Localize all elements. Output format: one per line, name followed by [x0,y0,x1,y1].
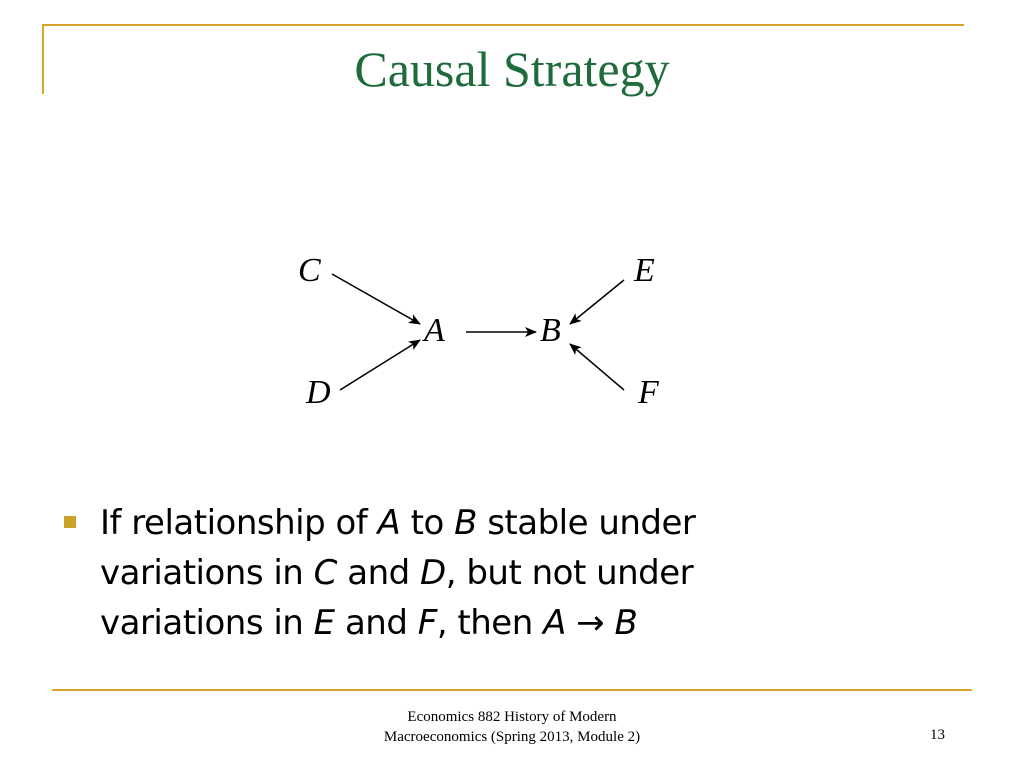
footer-line-1: Economics 882 History of Modern [407,709,617,725]
edge-f-to-b [570,344,624,390]
node-f: F [638,374,659,411]
node-c: C [298,252,321,289]
implies-arrow-icon: → [565,603,615,643]
page-number: 13 [930,727,945,743]
bullet-item [62,498,822,648]
node-e: E [634,252,655,289]
square-bullet-icon [64,516,76,528]
slide-title: Causal Strategy [354,41,670,97]
bullet-text: If relationship of A to B stable under variations in C and D, but not under variations in E and F, then A → B [100,503,696,643]
node-a: A [424,312,445,349]
edge-e-to-b [570,280,624,324]
footer-rule [52,689,972,691]
edge-c-to-a [332,274,420,324]
node-d: D [306,374,331,411]
footer-line-2: Macroeconomics (Spring 2013, Module 2) [383,729,641,745]
edge-d-to-a [340,340,420,390]
node-b: B [540,312,561,349]
footer-course [312,707,712,747]
